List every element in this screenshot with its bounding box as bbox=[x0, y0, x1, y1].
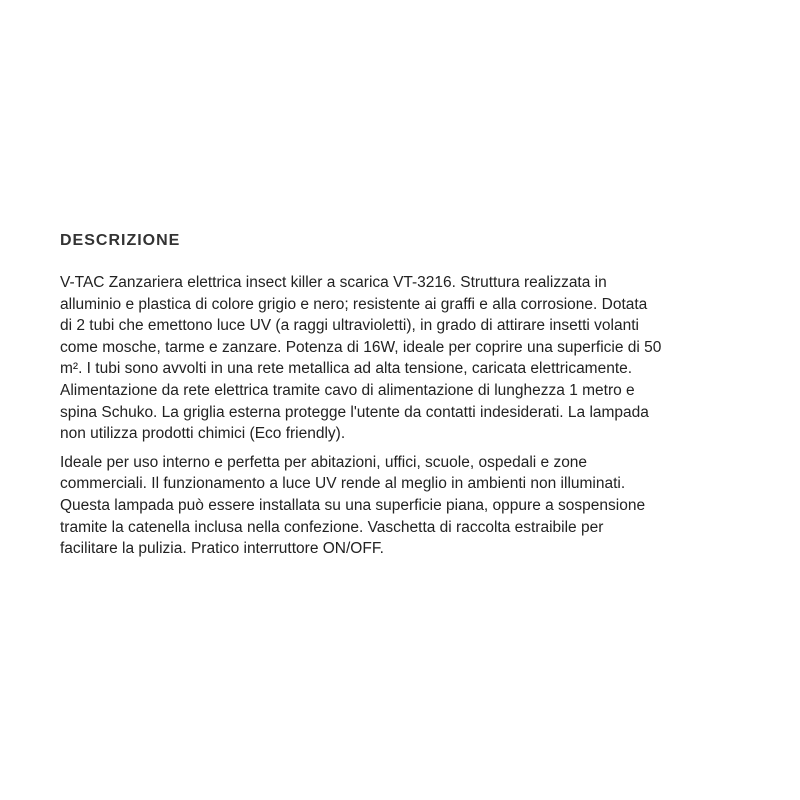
paragraph-line: Alimentazione da rete elettrica tramite cavo di alimentazione di lunghezza 1 metro e bbox=[60, 381, 635, 399]
paragraph-line: facilitare la pulizia. Pratico interruttore ON/OFF. bbox=[60, 540, 384, 558]
paragraph-line: come mosche, tarme e zanzare. Potenza di 16W, ideale per coprire una superficie di 50 bbox=[60, 338, 662, 356]
description-paragraph-2 bbox=[60, 452, 732, 560]
section-heading: DESCRIZIONE bbox=[60, 232, 181, 249]
paragraph-line: alluminio e plastica di colore grigio e nero; resistente ai graffi e alla corrosione. Dotata bbox=[60, 295, 648, 313]
paragraph-line: V-TAC Zanzariera elettrica insect killer a scarica VT-3216. Struttura realizzata in bbox=[60, 274, 607, 291]
paragraph-line: Ideale per uso interno e perfetta per abitazioni, uffici, scuole, ospedali e zone bbox=[60, 453, 588, 471]
paragraph-line: m². I tubi sono avvolti in una rete metallica ad alta tensione, caricata elettricamente. bbox=[60, 360, 633, 378]
paragraph-line: Questa lampada può essere installata su una superficie piana, oppure a sospensione bbox=[60, 496, 646, 514]
paragraph-line: di 2 tubi che emettono luce UV (a raggi ultravioletti), in grado di attirare insetti volanti bbox=[60, 317, 639, 335]
paragraph-line: spina Schuko. La griglia esterna protegge l'utente da contatti indesiderati. La lampada bbox=[60, 403, 649, 421]
paragraph-line: non utilizza prodotti chimici (Eco friendly). bbox=[60, 425, 346, 443]
description-paragraph-1 bbox=[60, 272, 732, 445]
description-section bbox=[60, 232, 732, 567]
paragraph-line: commerciali. Il funzionamento a luce UV rende al meglio in ambienti non illuminati. bbox=[60, 475, 626, 493]
paragraph-line: tramite la catenella inclusa nella confezione. Vaschetta di raccolta estraibile per bbox=[60, 518, 604, 536]
